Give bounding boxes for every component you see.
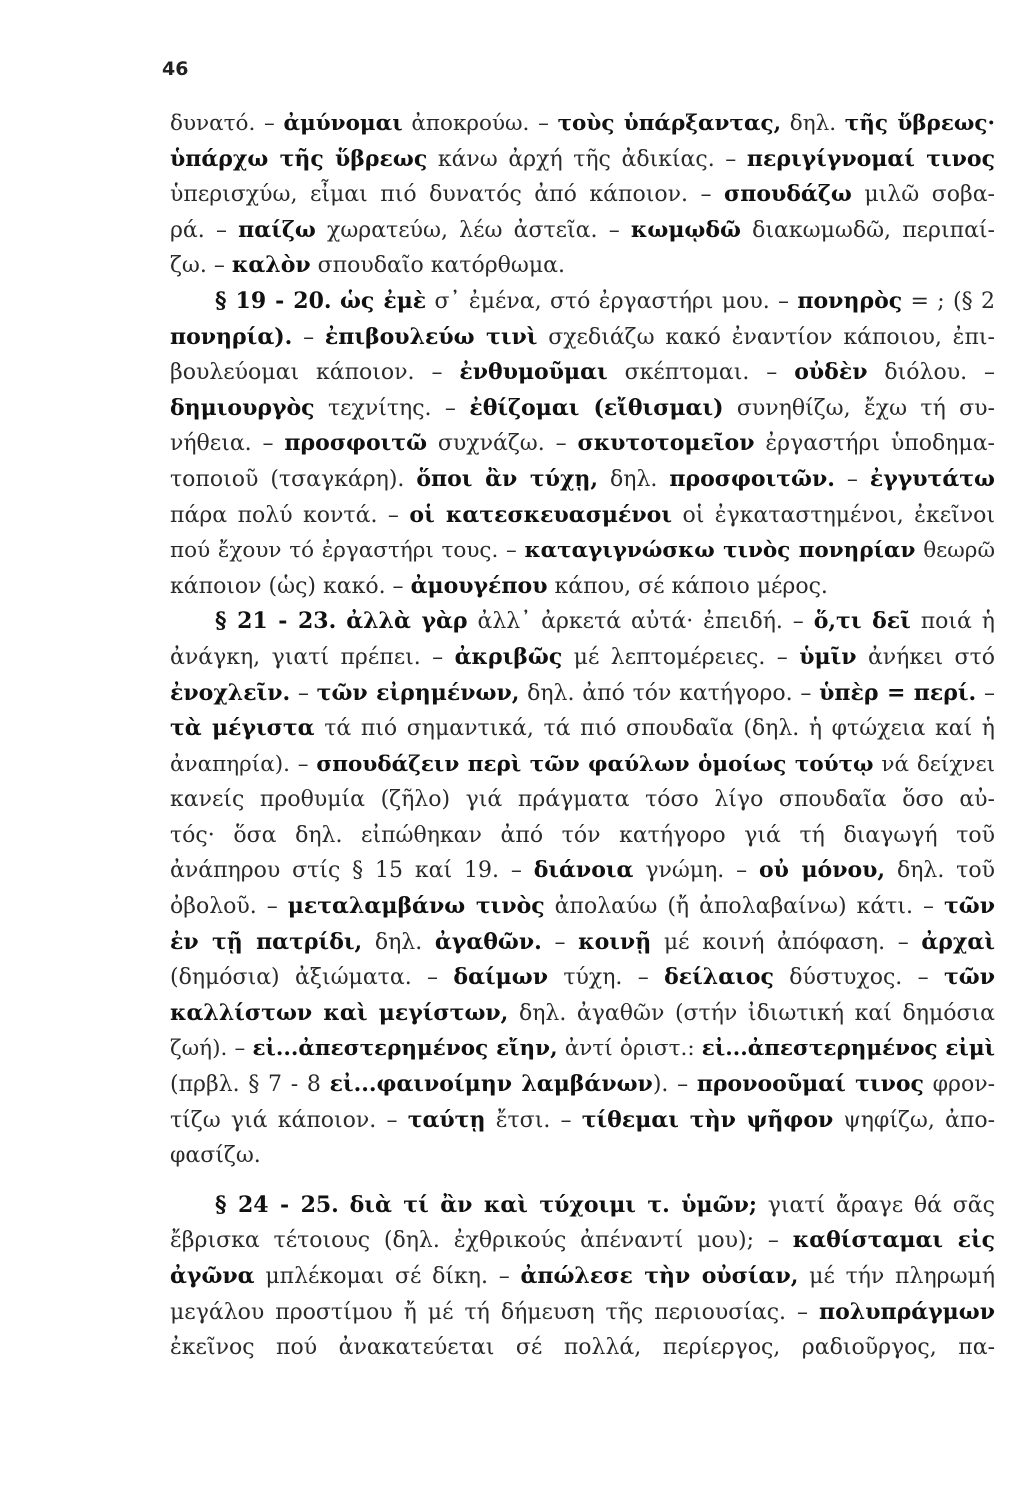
lemma-term: δείλαιος (664, 964, 774, 991)
gloss-text: δηλ. (362, 929, 435, 955)
gloss-text: – (834, 466, 870, 492)
lemma-term: ταύτῃ (407, 1106, 486, 1133)
text-line (170, 462, 995, 498)
text-line (170, 676, 995, 712)
gloss-text: ζωή). – (170, 1036, 253, 1062)
lemma-term: σκυτοτομεῖον (577, 430, 755, 457)
page-number: 46 (162, 58, 189, 80)
lemma-term: εἰ...ἀπεστερημένος εἰμὶ (701, 1036, 996, 1062)
gloss-text: ψηφίζω, ἀπο- (833, 1107, 996, 1133)
gloss-text (336, 609, 346, 634)
gloss-text: χωρατεύω, λέω ἀστεῖα. – (315, 217, 631, 243)
text-line (170, 177, 995, 213)
gloss-text: γνώμη. – (633, 858, 759, 884)
text-line (170, 996, 995, 1032)
gloss-text: ἀναπηρία). – (170, 751, 317, 777)
lemma-term: καθίσταμαι εἰς (792, 1227, 995, 1254)
gloss-text: μιλῶ σοβα- (851, 182, 995, 208)
text-line (170, 1031, 995, 1067)
gloss-text: τίζω γιά κάποιον. – (170, 1107, 408, 1133)
lemma-term: κοινῇ (578, 928, 652, 955)
lemma-term: τῶν εἰρημένων, (316, 679, 520, 706)
lemma-term: ἐνθυμοῦμαι (459, 359, 608, 386)
lemma-term: ὑμῖν (799, 643, 857, 670)
lemma-term: ἐπιβουλεύω τινὶ (324, 323, 538, 350)
gloss-text: ἐργαστήρι ὑποδημα- (754, 431, 995, 457)
text-line (170, 782, 995, 818)
lemma-term: σπουδάζειν περὶ τῶν φαύλων ὁμοίως τούτῳ (316, 751, 874, 777)
text-line (170, 640, 995, 676)
text-line (170, 960, 995, 996)
gloss-text: φασίζω. (170, 1143, 261, 1169)
gloss-text: νήθεια. – (170, 431, 285, 457)
lemma-term: ἐγγυτάτω (869, 465, 995, 492)
lemma-term: ὡς ἐμὲ (339, 287, 427, 314)
lemma-term: πολυπράγμων (819, 1298, 995, 1325)
lemma-term: τίθεμαι τὴν ψῆφον (581, 1106, 834, 1133)
gloss-text: ὀβολοῦ. – (170, 894, 288, 920)
gloss-text: δηλ. ἀγαθῶν (στήν ἰδιωτική καί δημόσια (508, 1000, 995, 1026)
lemma-term: οὐδὲν (794, 359, 868, 386)
text-line (170, 889, 995, 925)
text-line (170, 391, 995, 427)
gloss-text: ἀποκρούω. – (402, 111, 558, 136)
text-line (170, 853, 995, 889)
gloss-text: ἀνάγκη, γιατί πρέπει. – (170, 644, 455, 670)
gloss-text: φρον- (923, 1072, 996, 1098)
text-line (170, 498, 995, 534)
lemma-term: ὅποι ἂν τύχῃ, (416, 465, 599, 492)
text-line (170, 142, 995, 178)
gloss-text (332, 289, 340, 314)
text-line (170, 248, 995, 284)
gloss-text: ὑπερισχύω, εἶμαι πιό δυνατός ἀπό κάποιον. – (170, 182, 724, 208)
commentary-text (170, 106, 995, 1366)
gloss-text: ἔτσι. – (485, 1107, 582, 1133)
lemma-term: δημιουργὸς (170, 394, 315, 421)
lemma-term: οὐ μόνου, (758, 857, 886, 884)
lemma-term: καταγιγνώσκω τινὸς πονηρίαν (524, 538, 916, 564)
gloss-text: γιατί ἄραγε θά σᾶς (756, 1192, 995, 1218)
lemma-term: ἐθίζομαι (εἴθισμαι) (469, 394, 724, 421)
text-line (170, 818, 995, 854)
gloss-text: ρά. – (170, 217, 239, 243)
gloss-text: μπλέκομαι σέ δίκη. – (254, 1264, 521, 1289)
gloss-text: σ᾽ ἐμένα, στό ἐργαστήρι μου. – (426, 288, 798, 314)
lemma-term: πονηρία). (170, 323, 293, 350)
gloss-text: (πρβλ. § 7 - 8 (170, 1072, 330, 1098)
gloss-text: συχνάζω. – (427, 431, 578, 457)
gloss-text: = ; (§ 2 (902, 288, 995, 314)
gloss-text: τύχη. – (547, 965, 665, 991)
gloss-text: ἀπολαύω (ἤ ἀπολαβαίνω) κάτι. – (544, 894, 944, 920)
text-line (170, 106, 995, 142)
text-line (170, 213, 995, 249)
text-line (170, 1223, 995, 1259)
lemma-term: § 19 - 20. (215, 287, 332, 314)
gloss-text: σκέπτομαι. – (607, 360, 795, 386)
gloss-text: σπουδαῖο κατόρθωμα. (310, 253, 565, 279)
gloss-text: τεχνίτης. – (314, 395, 470, 421)
text-line (170, 1188, 995, 1224)
gloss-text: βουλεύομαι κάποιον. – (170, 360, 460, 386)
lemma-term: ἐνοχλεῖν. (170, 679, 291, 706)
lemma-term: προνοοῦμαί τινος (696, 1071, 924, 1098)
text-line (170, 711, 995, 747)
lemma-term: τῶν (943, 964, 995, 991)
gloss-text: κάνω ἀρχή τῆς ἀδικίας. – (427, 146, 747, 172)
gloss-text: ζω. – (170, 253, 232, 279)
lemma-term: ἀμύνομαι (283, 111, 403, 136)
gloss-text: δηλ. (598, 466, 670, 492)
lemma-term: τὰ μέγιστα (170, 715, 315, 742)
gloss-text: μέ λεπτομέρειες. – (562, 644, 800, 670)
gloss-text: τός· ὅσα δηλ. εἰπώθηκαν ἀπό τόν κατήγορο γιά τή διαγωγή τοῦ (170, 822, 995, 848)
lemma-term: ἀρχαὶ (921, 928, 995, 955)
lemma-term: καλλίστων καὶ μεγίστων, (170, 999, 509, 1026)
gloss-text: ἀνήκει στό (856, 644, 995, 670)
lemma-term: πονηρὸς (797, 287, 903, 314)
gloss-text: τοποιοῦ (τσαγκάρη). (170, 466, 417, 492)
gloss-text: πάρα πολύ κοντά. – (170, 502, 410, 528)
lemma-term: ἀγαθῶν. (434, 928, 542, 955)
lemma-term: διὰ τί ἂν καὶ τύχοιμι τ. ὑμῶν; (349, 1191, 757, 1218)
gloss-text: ἀνάπηρου στίς § 15 καί 19. – (170, 858, 534, 884)
lemma-term: κωμῳδῶ (630, 216, 741, 243)
text-line (170, 747, 995, 783)
gloss-text: διακωμωδῶ, περιπαί- (741, 217, 995, 243)
gloss-text: ἔβρισκα τέτοιους (δηλ. ἐχθρικούς ἀπέναντί μου); – (170, 1228, 793, 1254)
gloss-text: δύστυχος. – (773, 965, 944, 991)
text-line (170, 1103, 995, 1139)
gloss-text (339, 1193, 350, 1218)
gloss-text: πού ἔχουν τό ἐργαστήρι τους. – (170, 538, 525, 564)
text-line (170, 569, 995, 605)
text-line (170, 320, 995, 356)
gloss-text: δηλ. ἀπό τόν κατήγορο. – (519, 680, 820, 706)
lemma-term: ἀκριβῶς (454, 643, 563, 670)
text-line (170, 925, 995, 961)
lemma-term: εἰ...φαινοίμην λαμβάνων (329, 1071, 653, 1098)
text-line (170, 1259, 995, 1295)
text-line (170, 426, 995, 462)
lemma-term: καλὸν (231, 252, 311, 279)
gloss-text: κάποιον (ὡς) κακό. – (170, 573, 411, 599)
text-line (170, 1138, 995, 1174)
lemma-term: § 21 - 23. (215, 608, 337, 635)
gloss-text: οἱ ἐγκαταστημένοι, ἐκεῖνοι (672, 502, 995, 528)
gloss-text: συνηθίζω, ἔχω τή συ- (723, 395, 995, 421)
lemma-term: ἐν τῇ πατρίδι, (170, 928, 363, 955)
lemma-term: δαίμων (453, 964, 548, 991)
gloss-text: ). – (652, 1072, 697, 1098)
gloss-text: τά πιό σημαντικά, τά πιό σπουδαῖα (δηλ. ἡ φτώχεια καί ἡ (314, 716, 995, 742)
lemma-term: ἀγῶνα (170, 1263, 255, 1289)
lemma-term: ἀμουγέπου (410, 572, 548, 599)
lemma-term: ὅ,τι δεῖ (813, 608, 911, 635)
gloss-text: σχεδιάζω κακό ἐναντίον κάποιου, ἐπι- (537, 324, 995, 350)
text-line (170, 604, 995, 640)
gloss-text: ἀντί ὁριστ.: (557, 1036, 702, 1062)
gloss-text: ἀλλ᾽ ἀρκετά αὐτά· ἐπειδή. – (467, 609, 814, 635)
gloss-text: – (290, 680, 317, 706)
lemma-term: ὑπάρχω τῆς ὕβρεως (170, 145, 428, 172)
lemma-term: εἰ...ἀπεστερημένος εἴην, (252, 1036, 558, 1062)
lemma-term: ἀπώλεσε τὴν οὐσίαν, (520, 1263, 799, 1289)
gloss-text: δυνατό. – (170, 111, 284, 136)
gloss-text: μεγάλου προστίμου ἤ μέ τή δήμευση τῆς περιουσίας. – (170, 1299, 820, 1325)
gloss-text: (δημόσια) ἀξιώματα. – (170, 965, 454, 991)
gloss-text: διόλου. – (867, 360, 995, 386)
gloss-text: νά δείχνει (873, 751, 996, 777)
gloss-text: μέ κοινή ἀπόφαση. – (651, 929, 922, 955)
gloss-text: θεωρῶ (915, 538, 995, 564)
text-line (170, 1330, 995, 1366)
lemma-term: τοὺς ὑπάρξαντας, (557, 111, 782, 136)
lemma-term: μεταλαμβάνω τινὸς (287, 893, 545, 920)
gloss-text: – (292, 324, 325, 350)
gloss-text: δηλ. (781, 111, 845, 136)
lemma-term: τῶν (943, 893, 995, 920)
lemma-term: σπουδάζω (724, 181, 852, 208)
text-line (170, 533, 995, 569)
lemma-term: προσφοιτῶν. (669, 465, 835, 492)
gloss-text: ποιά ἡ (910, 609, 995, 635)
lemma-term: παίζω (238, 216, 316, 243)
lemma-term: προσφοιτῶ (284, 430, 428, 457)
text-line (170, 1295, 995, 1331)
lemma-term: ἀλλὰ γὰρ (346, 608, 468, 635)
gloss-text: – (976, 680, 995, 706)
gloss-text: δηλ. τοῦ (885, 858, 995, 884)
lemma-term: διάνοια (533, 857, 634, 884)
lemma-term: § 24 - 25. (215, 1191, 339, 1218)
text-line (170, 1067, 995, 1103)
lemma-term: οἱ κατεσκευασμένοι (409, 501, 672, 528)
gloss-text: – (541, 929, 579, 955)
gloss-text: κάπου, σέ κάποιο μέρος. (547, 573, 828, 599)
lemma-term: περιγίγνομαί τινος (746, 145, 995, 172)
lemma-term: ὑπὲρ = περί. (819, 679, 977, 706)
gloss-text: μέ τήν πληρωμή (798, 1264, 995, 1289)
gloss-text: κανείς προθυμία (ζῆλο) γιά πράγματα τόσο λίγο σπουδαῖα ὅσο αὐ- (170, 787, 995, 813)
text-line (170, 355, 995, 391)
gloss-text: ἐκεῖνος πού ἀνακατεύεται σέ πολλά, περίεργος, ραδιοῦργος, πα- (170, 1335, 995, 1361)
text-line (170, 284, 995, 320)
lemma-term: τῆς ὕβρεως· (844, 111, 995, 136)
